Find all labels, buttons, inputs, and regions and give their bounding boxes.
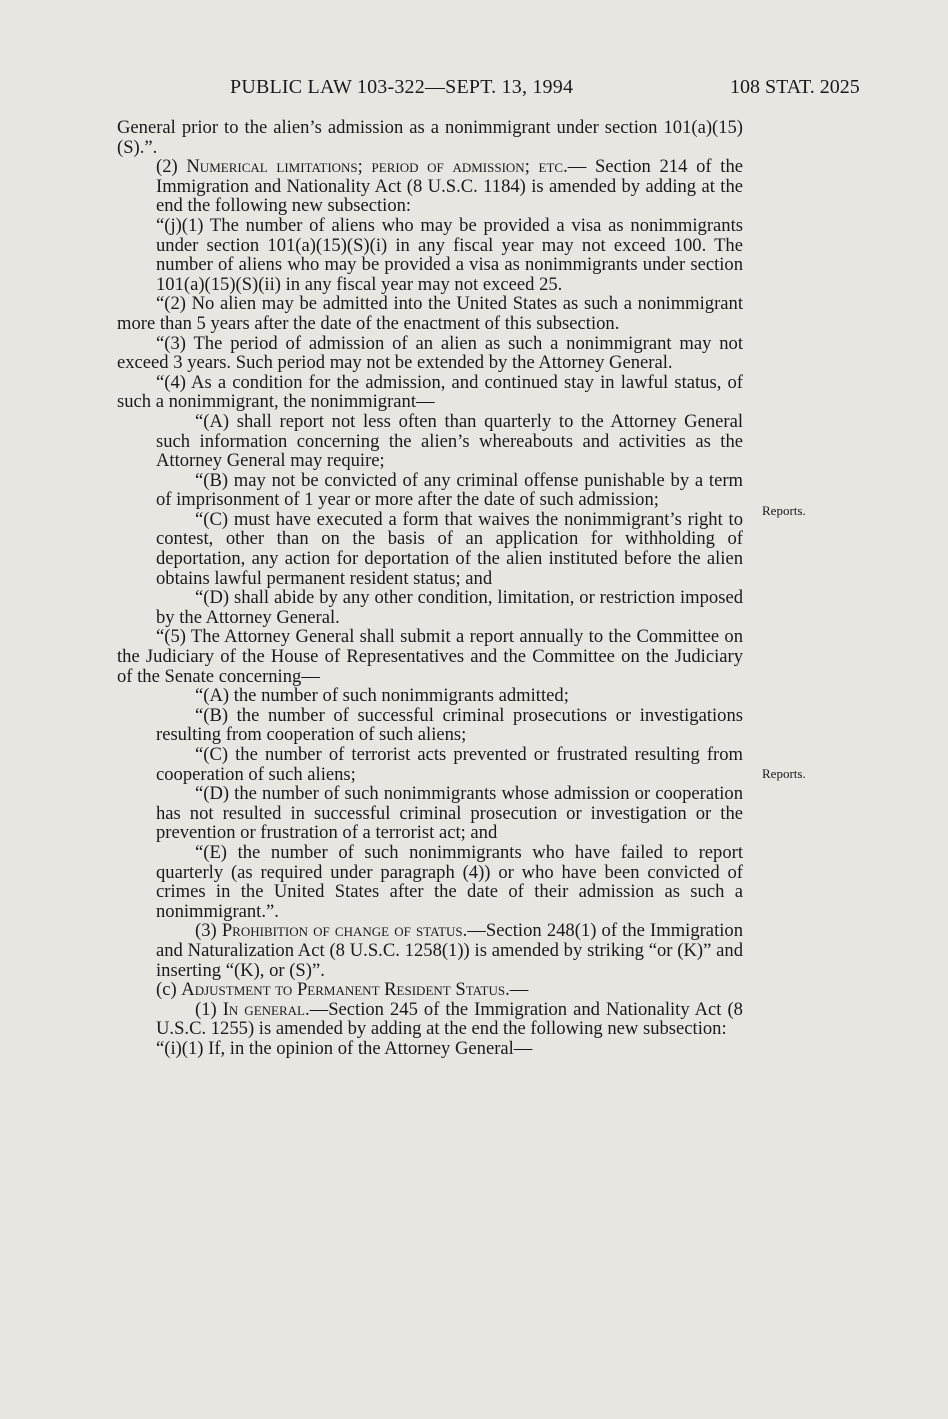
section-heading: Numerical limitations; period of admission; etc. xyxy=(186,156,568,178)
paragraph: “(2) No alien may be admitted into the United States as such a nonimmigrant more than 5 years after the date of the enactment of this subsection. xyxy=(117,293,743,334)
paragraph: “(D) the number of such nonimmigrants whose admission or cooperation has not resulted in successful criminal prosecution or investigation or the prevention or frustration of a terrorist act; and xyxy=(156,783,743,844)
paragraph: General prior to the alien’s admission as a nonimmigrant under section 101(a)(15)(S).”. xyxy=(117,117,743,158)
paragraph: “(j)(1) The number of aliens who may be provided a visa as nonimmigrants under section 101(a)(15)(S)(i) in any fiscal year may not exceed 100. The number of aliens who may be provided a visa as nonimmigrants under section 101(a)(15)(S)(ii) in any fiscal year may not exceed 25. xyxy=(156,214,743,295)
paragraph: “(A) the number of such nonimmigrants admitted; xyxy=(195,685,569,707)
section-heading: Adjustment to Permanent Resident Status. xyxy=(181,979,510,1001)
paragraph: “(B) may not be convicted of any criminal offense punishable by a term of imprisonment of 1 year or more after the date of such admission; xyxy=(156,469,743,511)
section-heading: Prohibition of change of status. xyxy=(221,920,468,942)
section-heading: In general. xyxy=(222,998,310,1020)
paragraph: “(B) the number of successful criminal prosecutions or investigations resulting from cooperation of such aliens; xyxy=(156,704,743,746)
paragraph: (c) Adjustment to Permanent Resident Status.— xyxy=(156,979,529,1001)
paragraph: “(D) shall abide by any other condition, limitation, or restriction imposed by the Attorney General. xyxy=(156,587,743,628)
paragraph: (2) Numerical limitations; period of admission; etc.— Section 214 of the Immigration and Nationality Act (8 U.S.C. 1184) is amended by adding at the end the following new subsection: xyxy=(156,156,743,217)
running-header-title: PUBLIC LAW 103-322—SEPT. 13, 1994 xyxy=(230,76,574,98)
paragraph: “(i)(1) If, in the opinion of the Attorney General— xyxy=(156,1037,533,1059)
paragraph: “(C) the number of terrorist acts prevented or frustrated resulting from cooperation of such aliens; xyxy=(156,744,743,785)
statute-page-number: 108 STAT. 2025 xyxy=(730,76,860,98)
paragraph: “(3) The period of admission of an alien as such a nonimmigrant may not exceed 3 years. Such period may not be extended by the Attorney General. xyxy=(117,332,743,374)
paragraph: “(C) must have executed a form that waives the nonimmigrant’s right to contest, other than on the basis of an application for withholding of deportation, any action for deportation of the alien instituted before the alien obtains lawful permanent resident status; and xyxy=(156,508,743,589)
paragraph: “(5) The Attorney General shall submit a report annually to the Committee on the Judiciary of the House of Representatives and the Committee on the Judiciary of the Senate concerning— xyxy=(117,626,743,687)
paragraph: (1) In general.—Section 245 of the Immigration and Nationality Act (8 U.S.C. 1255) is amended by adding at the end the following new subsection: xyxy=(156,998,743,1040)
paragraph: “(A) shall report not less often than quarterly to the Attorney General such information concerning the alien’s whereabouts and activities as the Attorney General may require; xyxy=(156,410,743,472)
statute-text xyxy=(117,118,743,1059)
margin-note-reports: Reports. xyxy=(762,503,806,518)
paragraph: “(E) the number of such nonimmigrants who have failed to report quarterly (as required under paragraph (4)) or who have been convicted of crimes in the United States after the date of their admission as such a nonimmigrant.”. xyxy=(156,841,743,922)
paragraph: (3) Prohibition of change of status.—Section 248(1) of the Immigration and Naturalization Act (8 U.S.C. 1258(1)) is amended by striking “or (K)” and inserting “(K), or (S)”. xyxy=(156,920,743,981)
paragraph: “(4) As a condition for the admission, and continued stay in lawful status, of such a nonimmigrant, the nonimmigrant— xyxy=(117,371,743,413)
margin-note-reports: Reports. xyxy=(762,766,806,781)
